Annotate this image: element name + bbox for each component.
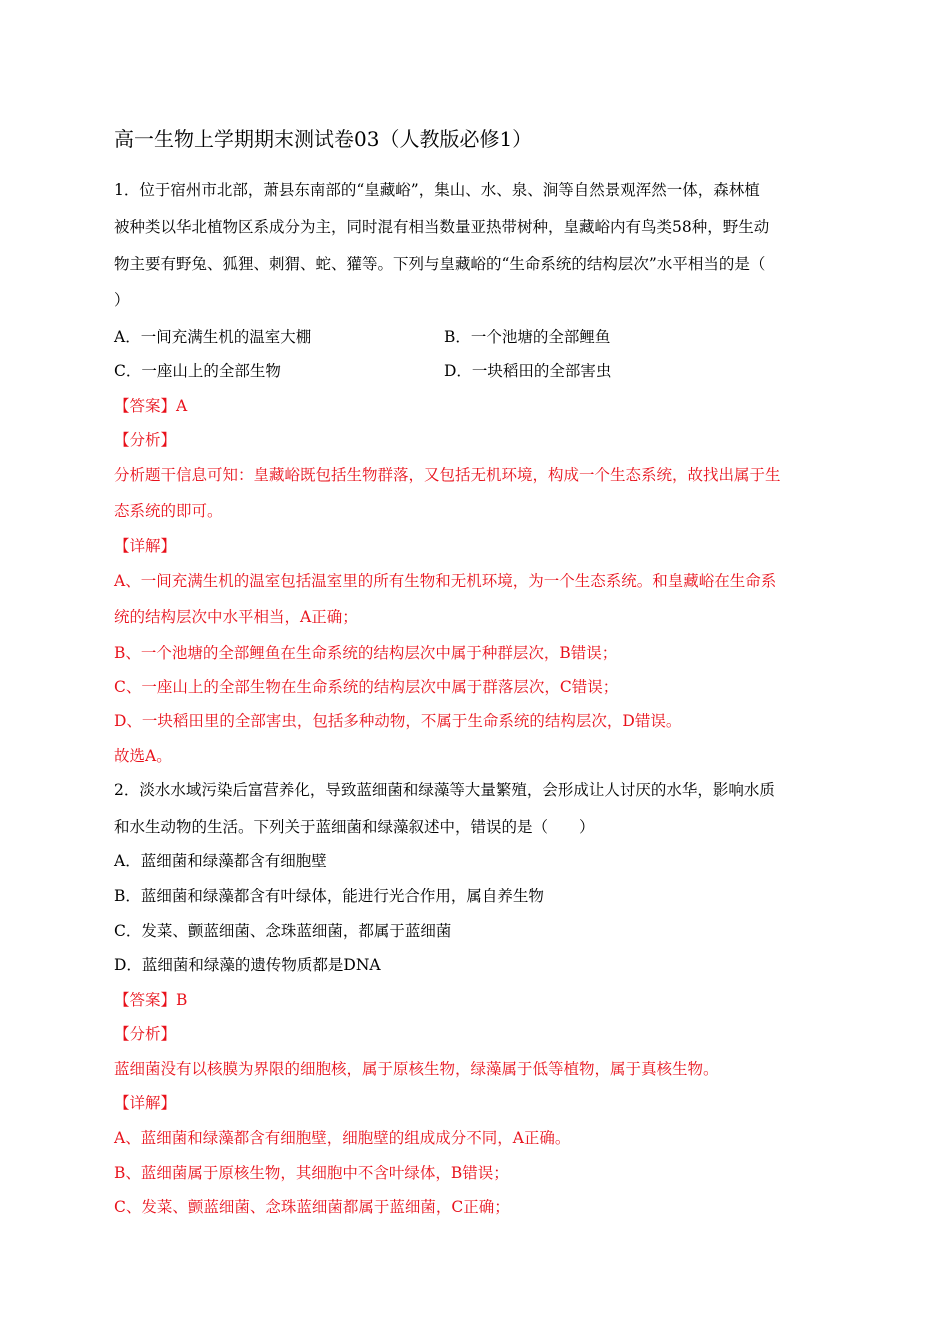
q1-detail-line: A、一间充满生机的温室包括温室里的所有生物和无机环境，为一个生态系统。和皇藏峪在生命系 <box>114 572 777 590</box>
q1-option-a: A．一间充满生机的温室大棚 <box>114 328 312 346</box>
q2-stem-line: 2．淡水水域污染后富营养化，导致蓝细菌和绿藻等大量繁殖，会形成让人讨厌的水华，影响水质 <box>114 781 775 799</box>
q1-detail-line: B、一个池塘的全部鲤鱼在生命系统的结构层次中属于种群层次，B错误； <box>114 644 618 662</box>
q1-stem-line: 被种类以华北植物区系成分为主，同时混有相当数量亚热带树种，皇藏峪内有鸟类58种，野生动 <box>114 218 770 236</box>
q1-answer: 【答案】A <box>114 397 188 415</box>
q2-detail-line: A、蓝细菌和绿藻都含有细胞壁，细胞壁的组成成分不同，A正确。 <box>114 1129 571 1147</box>
q1-option-c: C．一座山上的全部生物 <box>114 362 281 380</box>
document-title: 高一生物上学期期末测试卷03（人教版必修1） <box>114 127 533 151</box>
q1-detail-line: C、一座山上的全部生物在生命系统的结构层次中属于群落层次，C错误； <box>114 678 619 696</box>
q1-stem-line: 物主要有野兔、狐狸、刺猬、蛇、獾等。下列与皇藏峪的“生命系统的结构层次”水平相当的是（ <box>114 255 766 273</box>
q2-option-a: A．蓝细菌和绿藻都含有细胞壁 <box>114 852 327 870</box>
q2-option-c: C．发菜、颤蓝细菌、念珠蓝细菌，都属于蓝细菌 <box>114 922 452 940</box>
q1-conclusion: 故选A。 <box>114 747 172 765</box>
q1-detail-label: 【详解】 <box>114 537 177 555</box>
q2-option-b: B．蓝细菌和绿藻都含有叶绿体，能进行光合作用，属自养生物 <box>114 887 544 905</box>
q2-option-d: D．蓝细菌和绿藻的遗传物质都是DNA <box>114 956 381 974</box>
q1-analysis-line: 分析题干信息可知：皇藏峪既包括生物群落，又包括无机环境，构成一个生态系统，故找出属于生 <box>114 466 781 484</box>
q1-detail-line: 统的结构层次中水平相当，A正确； <box>114 608 358 626</box>
q1-analysis-line: 态系统的即可。 <box>114 502 223 520</box>
q2-analysis-line: 蓝细菌没有以核膜为界限的细胞核，属于原核生物，绿藻属于低等植物，属于真核生物。 <box>114 1060 719 1078</box>
q2-answer: 【答案】B <box>114 991 188 1009</box>
q2-stem-line: 和水生动物的生活。下列关于蓝细菌和绿藻叙述中，错误的是（ ） <box>114 818 595 836</box>
q1-stem-line: 1．位于宿州市北部，萧县东南部的“皇藏峪”，集山、水、泉、涧等自然景观浑然一体，森林植 <box>114 181 760 199</box>
q1-detail-line: D、一块稻田里的全部害虫，包括多种动物，不属于生命系统的结构层次，D错误。 <box>114 712 682 730</box>
q1-option-d: D．一块稻田的全部害虫 <box>444 362 612 380</box>
q2-detail-line: C、发菜、颤蓝细菌、念珠蓝细菌都属于蓝细菌，C正确； <box>114 1198 510 1216</box>
q1-option-b: B．一个池塘的全部鲤鱼 <box>444 328 611 346</box>
q2-detail-line: B、蓝细菌属于原核生物，其细胞中不含叶绿体，B错误； <box>114 1164 509 1182</box>
q1-stem-line: ） <box>114 291 130 309</box>
q2-detail-label: 【详解】 <box>114 1094 177 1112</box>
q2-analysis-label: 【分析】 <box>114 1025 177 1043</box>
q1-analysis-label: 【分析】 <box>114 431 177 449</box>
